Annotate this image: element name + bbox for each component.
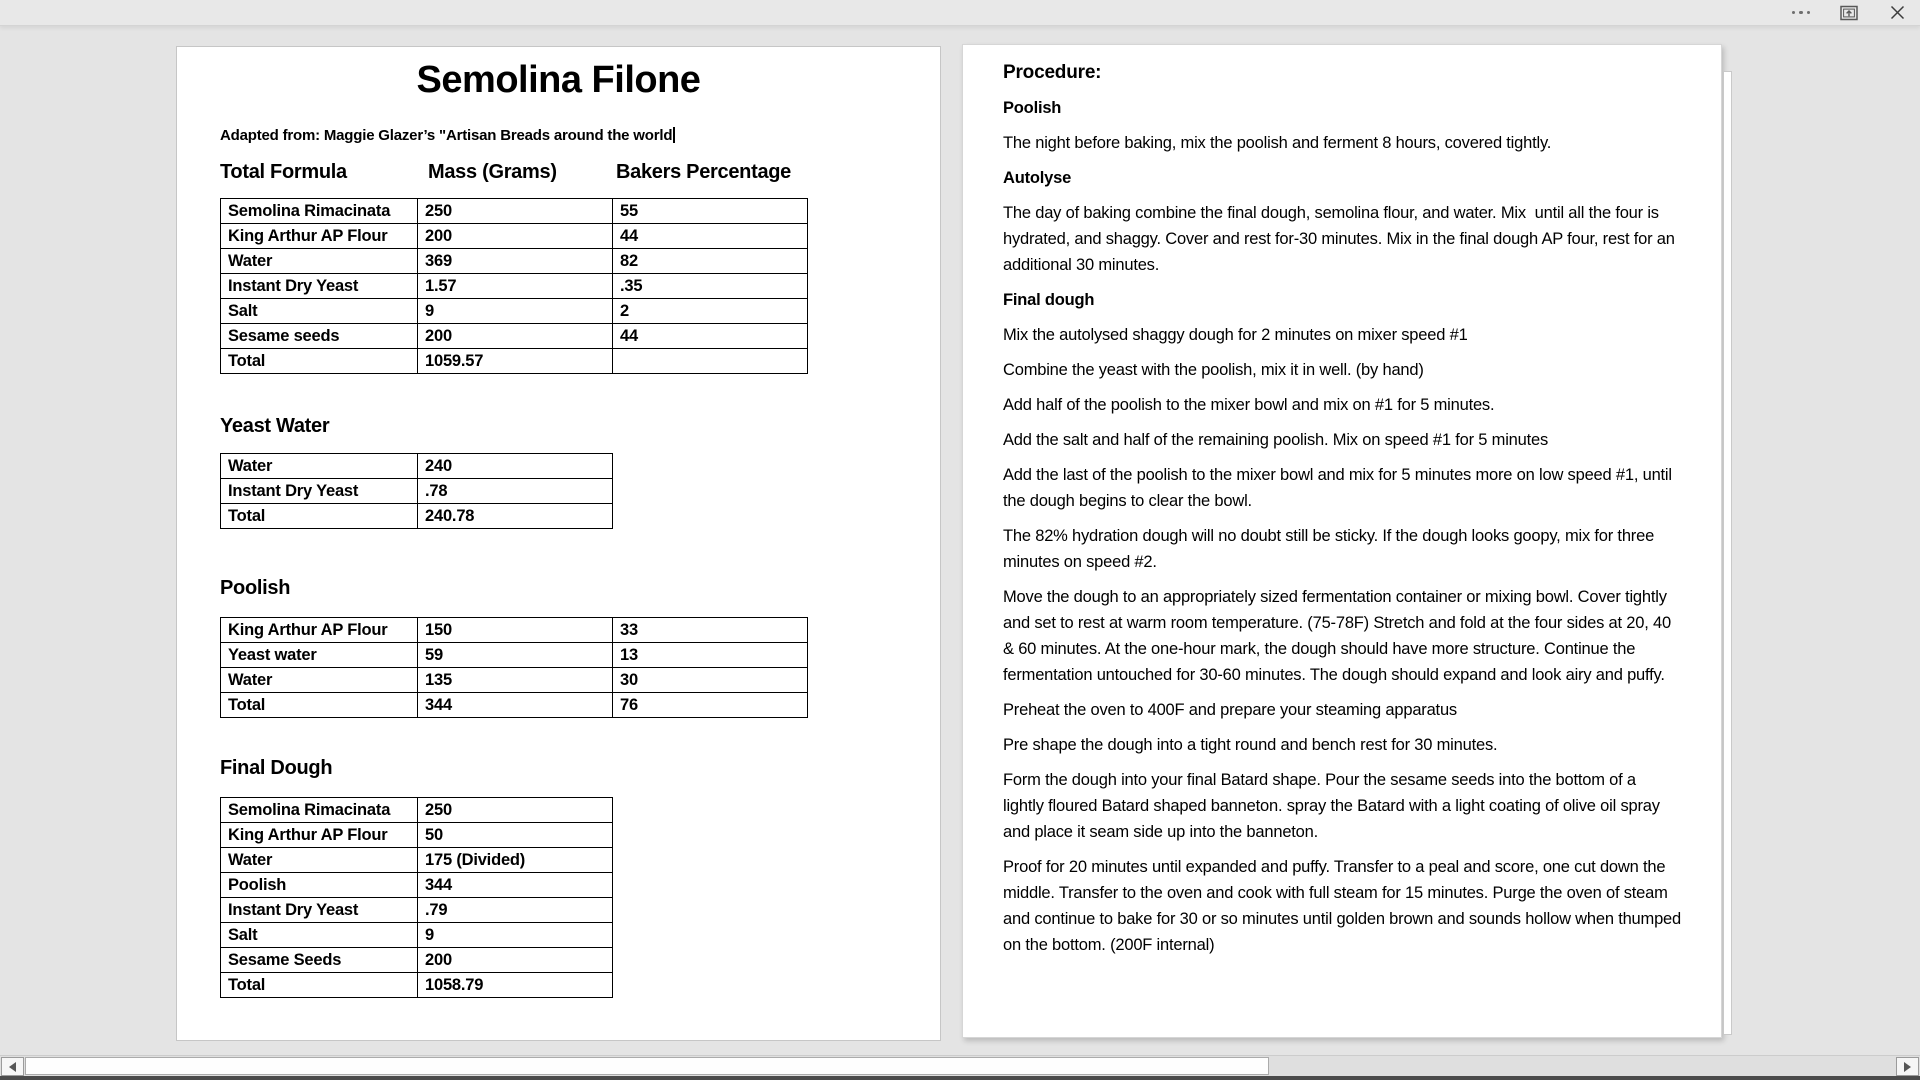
table-cell: 9 — [417, 923, 612, 947]
table-row — [221, 503, 612, 528]
table-row — [221, 223, 807, 248]
table-cell: 1.57 — [417, 274, 612, 298]
yeast-water-table — [220, 453, 613, 529]
table-cell: 76 — [612, 693, 807, 717]
table-cell: 250 — [417, 798, 612, 822]
table-cell: Semolina Rimacinata — [228, 202, 391, 220]
table-cell: Semolina Rimacinata — [228, 801, 391, 819]
procedure-paragraph: Mix the autolysed shaggy dough for 2 minutes on mixer speed #1 — [1003, 326, 1468, 344]
table-cell: 55 — [612, 199, 807, 223]
table-cell: 44 — [612, 324, 807, 348]
table-row — [221, 642, 807, 667]
table-cell: 1059.57 — [417, 349, 612, 373]
document-subtitle: Adapted from: Maggie Glazer’s "Artisan Breads around the world — [220, 127, 675, 144]
procedure-paragraph: Add half of the poolish to the mixer bowl and mix on #1 for 5 minutes. — [1003, 396, 1495, 414]
table-cell: Water — [228, 457, 273, 475]
close-window-button[interactable] — [1884, 2, 1910, 24]
table-cell: 200 — [417, 324, 612, 348]
procedure-paragraph: The night before baking, mix the poolish and ferment 8 hours, covered tightly. — [1003, 134, 1552, 152]
table-cell: Sesame Seeds — [228, 951, 342, 969]
table-cell: 240 — [417, 454, 612, 478]
procedure-heading: Autolyse — [1003, 169, 1072, 187]
table-cell: 44 — [612, 224, 807, 248]
table-cell: 200 — [417, 224, 612, 248]
table-cell: 150 — [417, 618, 612, 642]
poolish-heading: Poolish — [220, 577, 291, 599]
table-row — [221, 947, 612, 972]
formula-column-headers — [220, 161, 791, 184]
table-row — [221, 667, 807, 692]
column-header-bakers-percentage: Bakers Percentage — [616, 161, 792, 183]
table-cell: Total — [228, 696, 266, 714]
table-cell: Salt — [228, 926, 258, 944]
table-cell: Total — [228, 507, 266, 525]
table-row — [221, 454, 612, 478]
table-row — [221, 847, 612, 872]
table-row — [221, 199, 807, 223]
close-icon — [1890, 5, 1905, 20]
table-cell: Water — [228, 851, 273, 869]
procedure-paragraph: Form the dough into your final Batard shape. Pour the sesame seeds into the bottom of a lightly floured Batard shaped banneton. spray the Batard with a light coating of olive oil spray and place it seam side up into the banneton. — [1003, 771, 1665, 841]
document-page-right[interactable] — [962, 44, 1722, 1038]
table-cell: .35 — [612, 274, 807, 298]
left-arrow-icon — [9, 1062, 16, 1072]
procedure-paragraph: Move the dough to an appropriately sized fermentation container or mixing bowl. Cover tightly and set to rest at warm room temperature. (75-78F) Stretch and fold at the four sides at 20, 40 & 60 minutes. At the one-hour mark, the dough should have more structure. Continue the fermentation untouched for 30-60 minutes. The dough should expand and look airy and puffy. — [1003, 588, 1676, 684]
procedure-paragraph: Add the salt and half of the remaining poolish. Mix on speed #1 for 5 minutes — [1003, 431, 1549, 449]
procedure-heading: Poolish — [1003, 99, 1062, 117]
yeast-water-heading: Yeast Water — [220, 415, 330, 437]
table-row — [221, 248, 807, 273]
table-cell: 50 — [417, 823, 612, 847]
table-cell: 175 (Divided) — [417, 848, 612, 872]
table-row — [221, 348, 807, 373]
table-cell: Instant Dry Yeast — [228, 901, 359, 919]
final-dough-table — [220, 797, 613, 998]
table-cell: King Arthur AP Flour — [228, 227, 388, 245]
restore-window-icon — [1839, 4, 1860, 22]
restore-window-button[interactable] — [1836, 2, 1862, 24]
table-cell: King Arthur AP Flour — [228, 826, 388, 844]
table-row — [221, 273, 807, 298]
procedure-paragraph: The 82% hydration dough will no doubt still be sticky. If the dough looks goopy, mix for three minutes on speed #2. — [1003, 527, 1659, 571]
table-cell: 240.78 — [417, 504, 612, 528]
table-row — [221, 897, 612, 922]
final-dough-heading: Final Dough — [220, 757, 333, 779]
table-cell: 1058.79 — [417, 973, 612, 997]
document-title: Semolina Filone — [416, 59, 701, 101]
more-options-button[interactable] — [1788, 2, 1814, 24]
procedure-title: Procedure: — [1003, 62, 1102, 83]
table-cell: 30 — [612, 668, 807, 692]
table-row — [221, 922, 612, 947]
table-row — [221, 478, 612, 503]
table-cell: .78 — [417, 479, 612, 503]
scroll-left-button[interactable] — [1, 1057, 24, 1076]
table-cell: 2 — [612, 299, 807, 323]
table-row — [221, 798, 612, 822]
table-cell: .79 — [417, 898, 612, 922]
table-cell: Yeast water — [228, 646, 317, 664]
table-cell: Instant Dry Yeast — [228, 482, 359, 500]
table-cell: 250 — [417, 199, 612, 223]
table-cell: 33 — [612, 618, 807, 642]
table-cell: Water — [228, 252, 273, 270]
table-cell: 59 — [417, 643, 612, 667]
scroll-right-button[interactable] — [1896, 1057, 1919, 1076]
table-row — [221, 972, 612, 997]
window-controls — [1788, 0, 1910, 25]
table-row — [221, 323, 807, 348]
table-cell: Total — [228, 352, 266, 370]
table-row — [221, 618, 807, 642]
horizontal-scrollbar-thumb[interactable] — [25, 1057, 1269, 1075]
table-cell: 369 — [417, 249, 612, 273]
table-cell — [612, 349, 807, 373]
procedure-paragraph: Preheat the oven to 400F and prepare your steaming apparatus — [1003, 701, 1457, 719]
text-cursor — [673, 127, 675, 143]
table-cell: 9 — [417, 299, 612, 323]
table-cell: 82 — [612, 249, 807, 273]
horizontal-scrollbar[interactable] — [0, 1055, 1920, 1076]
table-cell: 344 — [417, 693, 612, 717]
procedure-paragraph: The day of baking combine the final dough, semolina flour, and water. Mix until all the four is hydrated, and shaggy. Cover and rest for-30 minutes. Mix in the final dough AP four, rest for an additional 30 minutes. — [1003, 204, 1680, 274]
procedure-paragraph: Pre shape the dough into a tight round and bench rest for 30 minutes. — [1003, 736, 1498, 754]
right-arrow-icon — [1904, 1062, 1911, 1072]
table-cell: Instant Dry Yeast — [228, 277, 359, 295]
procedure-heading: Final dough — [1003, 291, 1095, 309]
table-row — [221, 298, 807, 323]
column-header-total-formula: Total Formula — [220, 161, 347, 183]
document-page-left[interactable] — [176, 46, 941, 1041]
table-cell: Poolish — [228, 876, 287, 894]
procedure-blocks — [1003, 95, 1686, 958]
table-row — [221, 692, 807, 717]
table-cell: 13 — [612, 643, 807, 667]
procedure-paragraph: Add the last of the poolish to the mixer bowl and mix for 5 minutes more on low speed #1, until the dough begins to clear the bowl. — [1003, 466, 1677, 510]
vertical-scrollbar-thumb[interactable] — [1723, 71, 1732, 1035]
poolish-table — [220, 617, 808, 718]
procedure-paragraph: Combine the yeast with the poolish, mix it in well. (by hand) — [1003, 361, 1424, 379]
more-options-icon — [1792, 11, 1811, 15]
column-header-mass: Mass (Grams) — [428, 161, 557, 183]
titlebar — [0, 0, 1920, 25]
table-row — [221, 822, 612, 847]
table-cell: Sesame seeds — [228, 327, 340, 345]
table-cell: Total — [228, 976, 266, 994]
table-cell: 344 — [417, 873, 612, 897]
procedure-paragraph: Proof for 20 minutes until expanded and puffy. Transfer to a peal and score, one cut down the middle. Transfer to the oven and cook with full steam for 15 minutes. Purge the oven of steam and continue to bake for 30 or so minutes until golden brown and sounds hollow when thumped on the bottom. (200F internal) — [1003, 858, 1686, 954]
table-row — [221, 872, 612, 897]
table-cell: Water — [228, 671, 273, 689]
table-cell: Salt — [228, 302, 258, 320]
total-formula-table — [220, 198, 808, 374]
table-cell: 200 — [417, 948, 612, 972]
table-cell: 135 — [417, 668, 612, 692]
table-cell: King Arthur AP Flour — [228, 621, 388, 639]
taskbar-edge — [0, 1076, 1920, 1080]
